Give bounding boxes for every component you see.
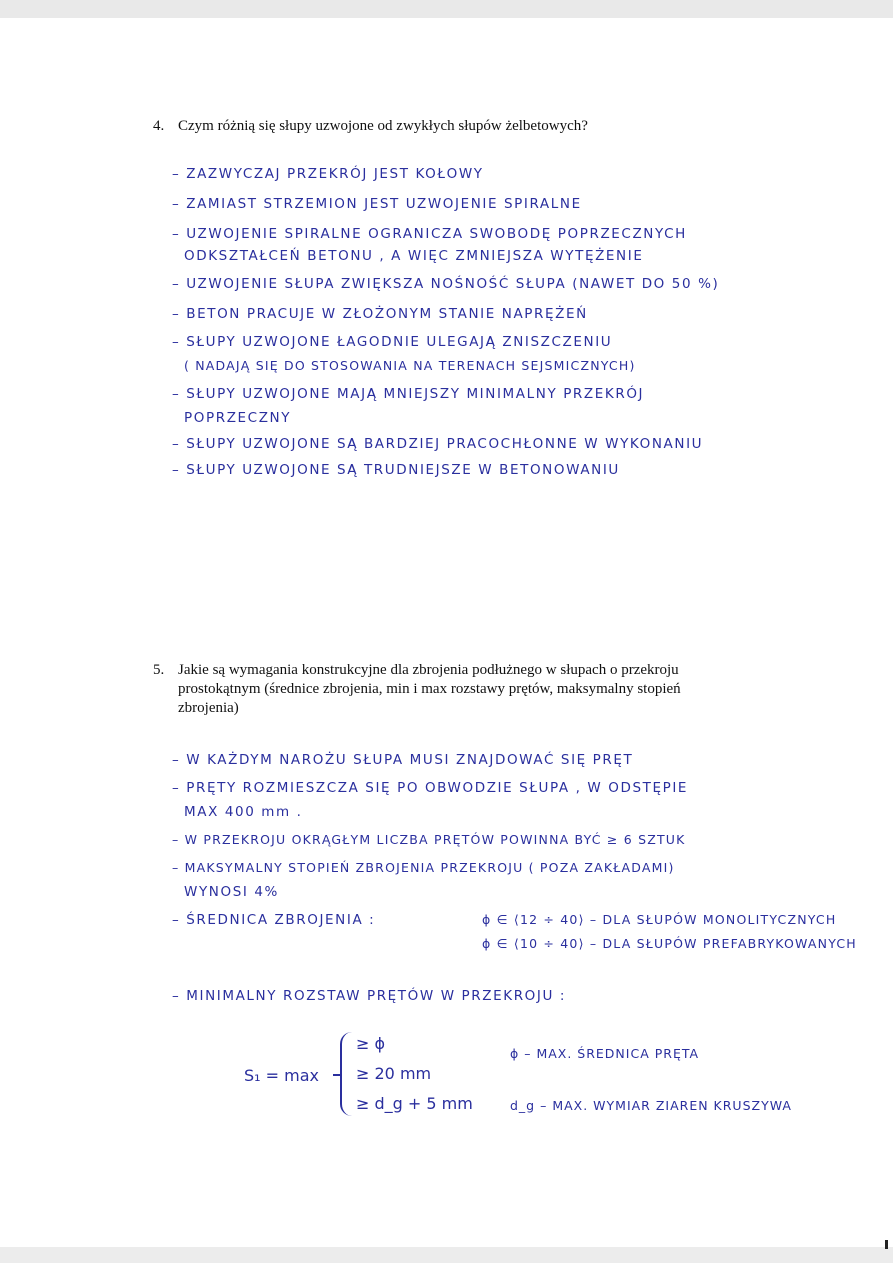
question-number: 5. — [153, 662, 165, 678]
answer-line: – UZWOJENIE SŁUPA ZWIĘKSZA NOŚNOŚĆ SŁUPA (NAWET DO 50 %) — [172, 276, 720, 292]
question-number: 4. — [153, 118, 165, 134]
formula-lhs: S₁ = max — [244, 1066, 320, 1085]
answer-line: WYNOSI 4% — [184, 884, 279, 900]
answer-line: – ZAZWYCZAJ PRZEKRÓJ JEST KOŁOWY — [172, 166, 484, 182]
answer-line: – UZWOJENIE SPIRALNE OGRANICZA SWOBODĘ POPRZECZNYCH — [172, 226, 687, 242]
answer-line: – ZAMIAST STRZEMION JEST UZWOJENIE SPIRALNE — [172, 196, 582, 212]
question-text-line: zbrojenia) — [178, 700, 239, 716]
answer-line: – MINIMALNY ROZSTAW PRĘTÓW W PRZEKROJU : — [172, 988, 567, 1004]
answer-line: ϕ ∈ ⟨12 ÷ 40⟩ – DLA SŁUPÓW MONOLITYCZNYCH — [482, 912, 837, 927]
formula-case: ≥ 20 mm — [356, 1064, 432, 1083]
answer-line: POPRZECZNY — [184, 410, 292, 426]
formula-legend: ϕ – MAX. ŚREDNICA PRĘTA — [510, 1046, 700, 1061]
question-text-line: Jakie są wymagania konstrukcyjne dla zbrojenia podłużnego w słupach o przekroju — [178, 662, 679, 678]
answer-line: ODKSZTAŁCEŃ BETONU , A WIĘC ZMNIEJSZA WYTĘŻENIE — [184, 248, 644, 264]
answer-line: – W PRZEKROJU OKRĄGŁYM LICZBA PRĘTÓW POWINNA BYĆ ≥ 6 SZTUK — [172, 832, 686, 847]
formula-legend: d_g – MAX. WYMIAR ZIAREN KRUSZYWA — [510, 1098, 792, 1113]
answer-line: – SŁUPY UZWOJONE MAJĄ MNIEJSZY MINIMALNY PRZEKRÓJ — [172, 386, 645, 402]
answer-line: – ŚREDNICA ZBROJENIA : — [172, 912, 376, 928]
formula-case: ≥ d_g + 5 mm — [356, 1094, 473, 1113]
answer-line: – PRĘTY ROZMIESZCZA SIĘ PO OBWODZIE SŁUPA , W ODSTĘPIE — [172, 780, 689, 796]
scan-top-border — [0, 0, 893, 18]
answer-line: – MAKSYMALNY STOPIEŃ ZBROJENIA PRZEKROJU ( POZA ZAKŁADAMI) — [172, 860, 675, 875]
formula-case: ≥ ϕ — [356, 1034, 386, 1053]
scan-edge-mark — [885, 1240, 888, 1249]
question-text-line: prostokątnym (średnice zbrojenia, min i max rozstawy prętów, maksymalny stopień — [178, 681, 681, 697]
answer-line: – W KAŻDYM NAROŻU SŁUPA MUSI ZNAJDOWAĆ SIĘ PRĘT — [172, 752, 634, 768]
formula-brace-tip — [333, 1074, 341, 1076]
answer-line: – BETON PRACUJE W ZŁOŻONYM STANIE NAPRĘŻEŃ — [172, 306, 588, 322]
answer-line: ϕ ∈ ⟨10 ÷ 40⟩ – DLA SŁUPÓW PREFABRYKOWANYCH — [482, 936, 857, 951]
answer-line: – SŁUPY UZWOJONE SĄ BARDZIEJ PRACOCHŁONNE W WYKONANIU — [172, 436, 704, 452]
answer-line: ( NADAJĄ SIĘ DO STOSOWANIA NA TERENACH SEJSMICZNYCH) — [184, 358, 636, 373]
answer-line: – SŁUPY UZWOJONE SĄ TRUDNIEJSZE W BETONOWANIU — [172, 462, 620, 478]
scan-bottom-border — [0, 1247, 893, 1263]
answer-line: MAX 400 mm . — [184, 804, 303, 820]
question-text: Czym różnią się słupy uzwojone od zwykłych słupów żelbetowych? — [178, 118, 588, 134]
answer-line: – SŁUPY UZWOJONE ŁAGODNIE ULEGAJĄ ZNISZCZENIU — [172, 334, 613, 350]
